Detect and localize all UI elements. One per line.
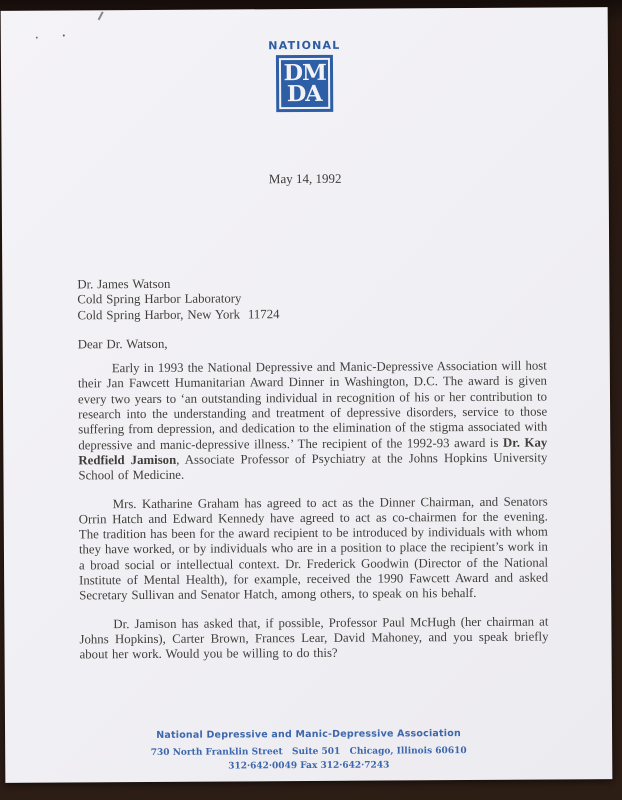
recipient-city-line: Cold Spring Harbor, New York 11724 <box>77 306 280 322</box>
dmda-logo-line1: DM <box>283 59 326 87</box>
paragraph-2: Mrs. Katharine Graham has agreed to act as the Dinner Chairman, and Senators Orrin Hatch and Edward Kennedy have agreed to act as co-chairmen for the evening. The tradition has been for the award recipient to be introduced by individuals with whom they have worked, or by individuals who are in a position to place the recipient’s work in a broad social or intellectual context. Dr. Frederick Goodwin (Director of the National Institute of Mental Health), for example, received the 1990 Fawcett Award and asked Secretary Sullivan and Senator Hatch, among others, to speak on his behalf. <box>78 494 549 603</box>
paragraph-1-text: Early in 1993 the National Depressive and Manic-Depressive Association will host their Jan Fawcett Humanitarian Award Dinner in Washington, D.C. The award is given every two years to ‘an outstanding individual in recognition of his or her contribution to research into the understanding and treatment of depressive disorders, service to those suffering from depression, and dedication to the elimination of the stigma associated with depressive and manic-depressive illness.’ The recipient of the 1992-93 award is <box>77 358 548 453</box>
paragraph-1-text-end: , Associate Professor of Psychiatry at the Johns Hopkins University School of Medicine. <box>78 450 548 483</box>
national-label: NATIONAL <box>268 38 341 53</box>
letter-page <box>1 7 613 783</box>
award-recipient-name: Dr. Kay Redfield Jamison <box>78 435 548 468</box>
letter-body <box>77 275 548 676</box>
paper-scratch-mark <box>98 11 104 20</box>
letterhead-footer <box>5 727 612 775</box>
paper-speck <box>63 34 65 36</box>
paper-speck <box>36 37 38 39</box>
recipient-organization: Cold Spring Harbor Laboratory <box>77 291 242 307</box>
paragraph-3: Dr. Jamison has asked that, if possible, Professor Paul McHugh (her chairman at Johns Hopkins), Carter Brown, Frances Lear, David Mahoney, and you speak briefly about her work. Would you be willing to do this? <box>79 614 549 662</box>
footer-organization-name: National Depressive and Manic-Depressive Association <box>156 728 461 741</box>
dmda-logo-inner <box>279 58 330 109</box>
footer-phone-fax: 312·642·0049 Fax 312·642·7243 <box>228 760 390 772</box>
salutation: Dear Dr. Watson, <box>77 336 168 352</box>
recipient-name: Dr. James Watson <box>77 276 171 292</box>
letterhead-logo <box>1 37 608 114</box>
dmda-logo-line2: DA <box>287 80 323 107</box>
footer-street-address: 730 North Franklin Street Suite 501 Chicago, Illinois 60610 <box>150 746 467 758</box>
letter-date: May 14, 1992 <box>268 170 342 187</box>
paragraph-1 <box>78 359 548 484</box>
dmda-logo-icon <box>276 55 333 112</box>
recipient-address-block <box>77 275 546 324</box>
